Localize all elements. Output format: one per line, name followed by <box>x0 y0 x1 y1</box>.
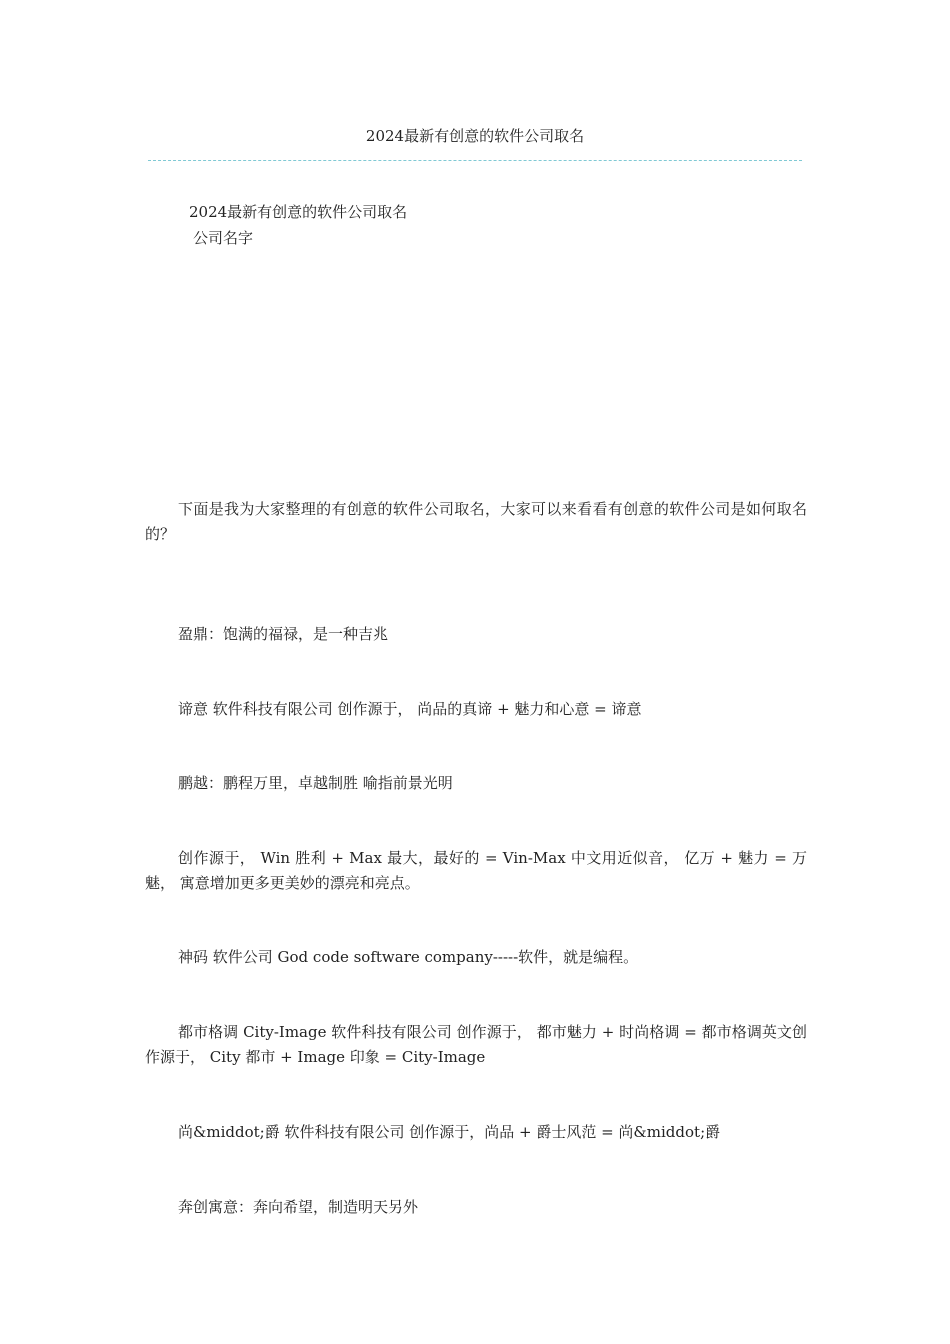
paragraph-benchuang: 奔创寓意：奔向希望，制造明天另外 <box>178 1198 419 1216</box>
intro-title: 2024最新有创意的软件公司取名 <box>189 203 408 221</box>
intro-subtitle: 公司名字 <box>193 229 254 247</box>
paragraph-diyi: 谛意 软件科技有限公司 创作源于， 尚品的真谛 + 魅力和心意 = 谛意 <box>178 700 642 718</box>
header-divider <box>148 160 802 161</box>
paragraph-yingding: 盈鼎：饱满的福禄，是一种吉兆 <box>178 625 389 643</box>
paragraph-city-image: 都市格调 City-Image 软件科技有限公司 创作源于， 都市魅力 + 时尚格调 = 都市格调英文创作源于， City 都市 + Image 印象 = City-Image <box>145 1023 807 1066</box>
header-title: 2024最新有创意的软件公司取名 <box>365 127 585 145</box>
paragraph-pengyue: 鹏越：鹏程万里，卓越制胜 喻指前景光明 <box>178 774 453 792</box>
paragraph-shenma: 神码 软件公司 God code software company-----软件，就是编程。 <box>178 948 639 966</box>
paragraph-vinmax: 创作源于， Win 胜利 + Max 最大，最好的 = Vin-Max 中文用近似音， 亿万 + 魅力 = 万魅， 寓意增加更多更美妙的漂亮和亮点。 <box>145 849 807 892</box>
paragraph-shangjue: 尚&middot;爵 软件科技有限公司 创作源于，尚品 + 爵士风范 = 尚&middot;爵 <box>178 1123 721 1141</box>
paragraph-intro: 下面是我为大家整理的有创意的软件公司取名，大家可以来看看有创意的软件公司是如何取名的？ <box>145 500 807 543</box>
